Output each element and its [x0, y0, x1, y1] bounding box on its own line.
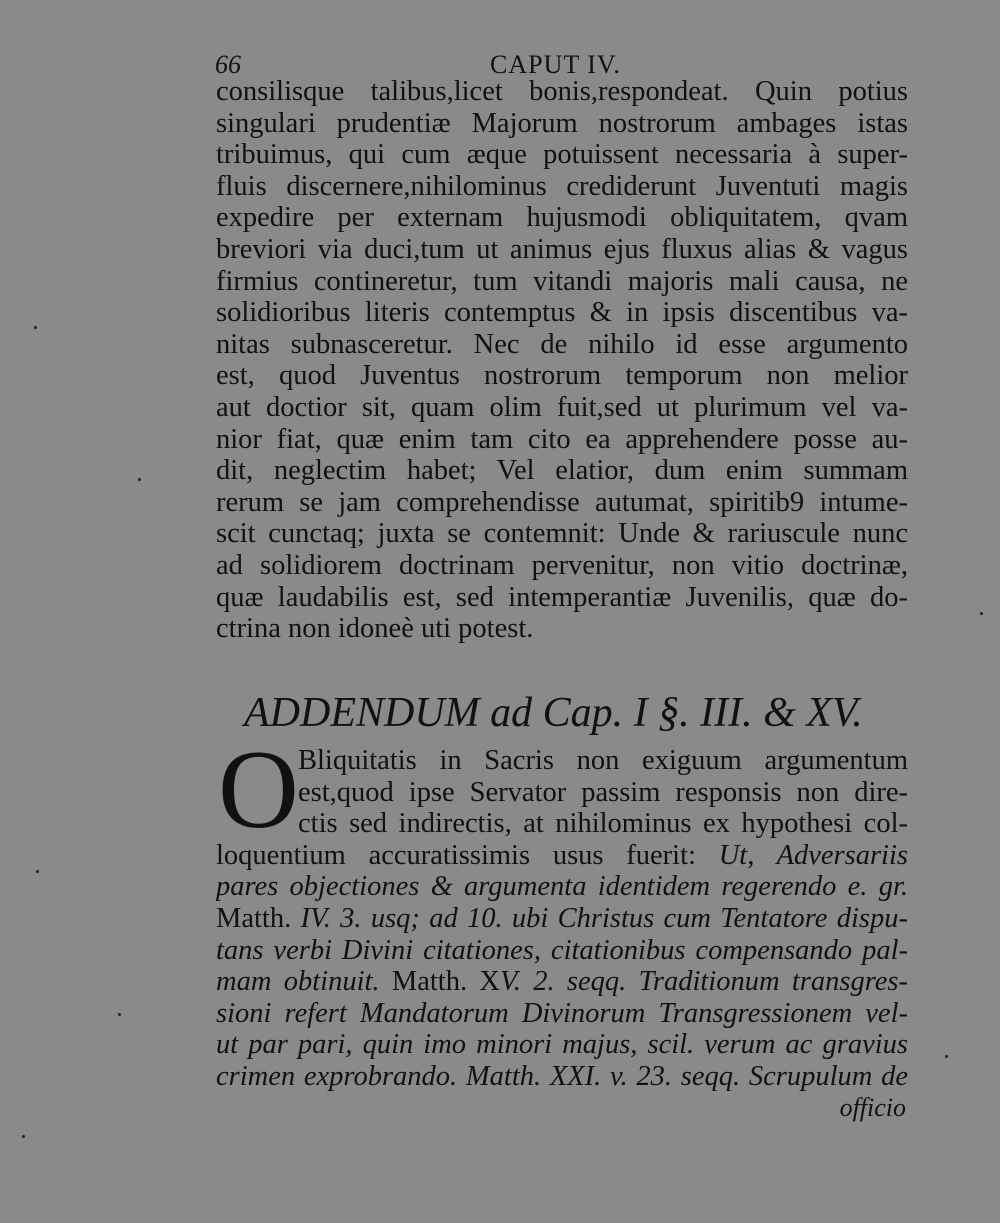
text-line — [216, 903, 908, 935]
text-line: expedire per externam hujusmodi obliquitatem, qvam — [216, 202, 908, 234]
text-line: nitas subnasceretur. Nec de nihilo id esse argumento — [216, 328, 908, 360]
main-text-block — [216, 76, 908, 645]
text-line: est,quod ipse Servator passim responsis non dire- — [298, 776, 908, 808]
text-line: nior fiat, quæ enim tam cito ea apprehendere posse au- — [216, 423, 908, 455]
catchword: officio — [839, 1092, 906, 1122]
running-head: CAPUT IV. — [490, 50, 621, 79]
text-line — [216, 966, 908, 998]
paper-speck — [118, 1013, 121, 1016]
line-roman: loquentium accuratissimis usus fuerit: — [216, 839, 719, 871]
text-line: breviori via duci,tum ut animus ejus fluxus alias & vagus — [216, 233, 908, 265]
text-line: ut par pari, quin imo minori majus, scil. verum ac gravius — [216, 1029, 908, 1061]
line-roman: Matth. X — [391, 966, 500, 998]
line-italic: mam obtinuit. — [216, 966, 392, 998]
text-line: ad solidiorem doctrinam pervenitur, non vitio doctrinæ, — [216, 549, 908, 581]
paper-speck — [34, 326, 37, 329]
line-italic: Ut, Adversariis — [718, 839, 908, 871]
page-number: 66 — [215, 50, 241, 79]
text-line: consilisque talibus,licet bonis,respondeat. Quin potius — [216, 76, 908, 107]
text-line: quæ laudabilis est, sed intemperantiæ Juvenilis, quæ do- — [216, 581, 908, 613]
text-line: ctis sed indirectis, at nihilominus ex hypothesi col- — [298, 808, 908, 840]
line-italic: IV. 3. usq; ad 10. ubi Christus cum Tentatore dispu- — [300, 902, 908, 934]
text-line: sioni refert Mandatorum Divinorum Transgressionem vel- — [216, 997, 908, 1029]
text-line: est, quod Juventus nostrorum temporum non melior — [216, 360, 908, 392]
paper-speck — [138, 478, 141, 481]
paper-speck — [36, 870, 39, 873]
text-line: Bliquitatis in Sacris non exiguum argumentum — [298, 745, 908, 776]
paper-speck — [945, 1055, 948, 1058]
line-italic: V. 2. seqq. Traditionum transgres- — [500, 966, 908, 998]
text-line: crimen exprobrando. Matth. XXI. v. 23. seqq. Scrupulum de — [216, 1060, 908, 1092]
section-heading: ADDENDUM ad Cap. I §. III. & XV. — [244, 690, 863, 736]
text-line: dit, neglectim habet; Vel elatior, dum enim summam — [216, 455, 908, 487]
addendum-text-block — [216, 728, 908, 1123]
text-line: tribuimus, qui cum æque potuissent necessaria à super- — [216, 139, 908, 171]
text-line: rerum se jam comprehendisse autumat, spiritib9 intume- — [216, 486, 908, 518]
text-line: fluis discernere,nihilominus crediderunt Juventuti magis — [216, 170, 908, 202]
text-line: solidioribus literis contemptus & in ipsis discentibus va- — [216, 297, 908, 329]
text-line: tans verbi Divini citationes, citationibus compensando pal- — [216, 934, 908, 966]
text-line: ctrina non idoneè uti potest. — [216, 613, 534, 645]
drop-cap: O — [218, 728, 299, 852]
line-roman: Matth. — [216, 902, 301, 934]
text-line: pares objectiones & argumenta identidem regerendo e. gr. — [216, 871, 908, 903]
text-line: aut doctior sit, quam olim fuit,sed ut plurimum vel va- — [216, 391, 908, 423]
text-line: singulari prudentiæ Majorum nostrorum ambages istas — [216, 107, 908, 139]
text-line: scit cunctaq; juxta se contemnit: Unde & rariuscule nunc — [216, 518, 908, 550]
text-line — [216, 840, 908, 872]
text-line: firmius contineretur, tum vitandi majoris mali causa, ne — [216, 265, 908, 297]
paper-speck — [22, 1135, 25, 1138]
paper-speck — [980, 612, 983, 615]
